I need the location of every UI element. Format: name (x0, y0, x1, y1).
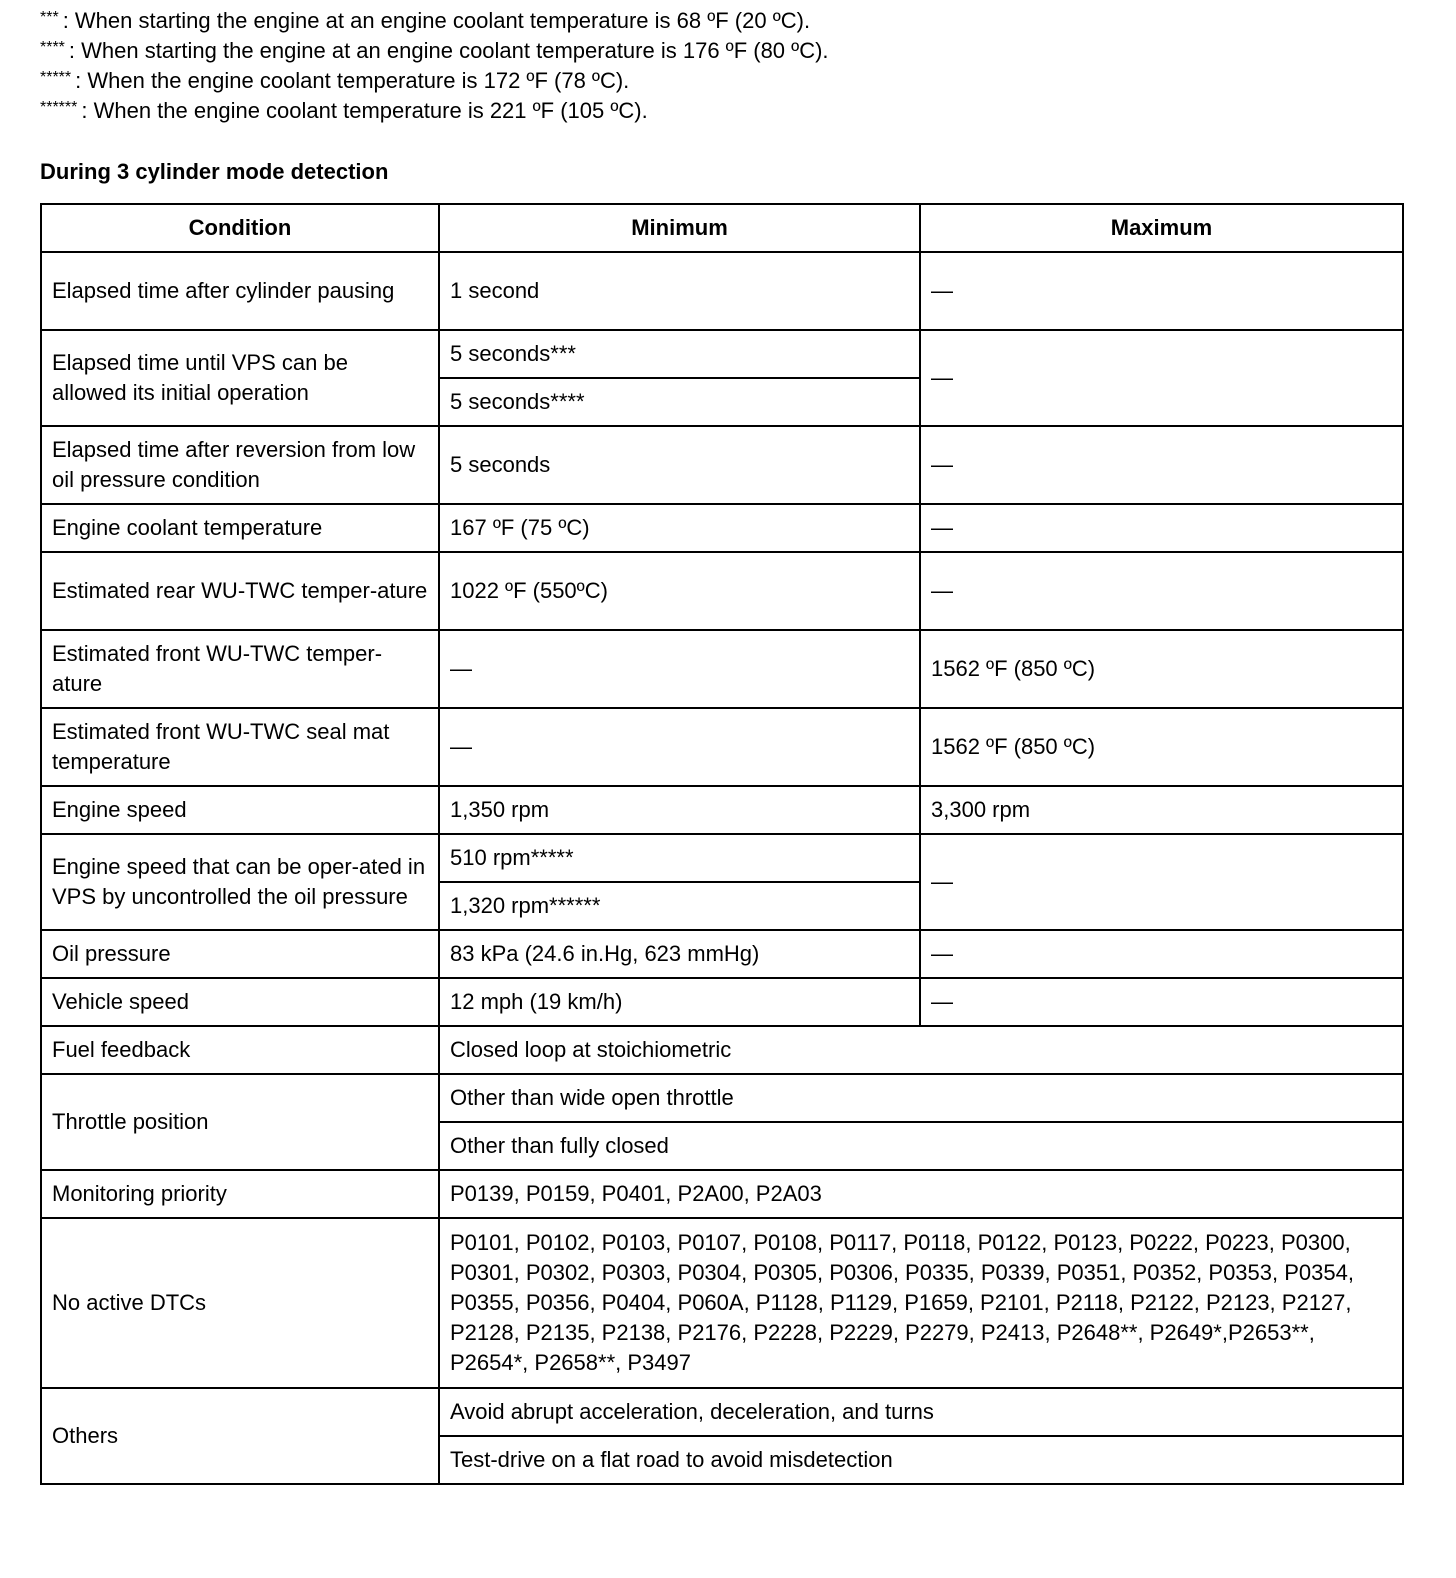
maximum-cell: 3,300 rpm (920, 786, 1403, 834)
condition-cell: No active DTCs (41, 1218, 439, 1388)
value-cell: Test-drive on a flat road to avoid misdetection (439, 1436, 1403, 1484)
table-row (41, 930, 1403, 978)
condition-cell: Estimated rear WU-TWC temper-ature (41, 552, 439, 630)
maximum-cell: — (920, 426, 1403, 504)
condition-cell: Elapsed time after cylinder pausing (41, 252, 439, 330)
minimum-cell: 1,350 rpm (439, 786, 920, 834)
condition-cell: Others (41, 1388, 439, 1484)
minimum-cell: 5 seconds (439, 426, 920, 504)
table-row (41, 1170, 1403, 1218)
maximum-cell: — (920, 930, 1403, 978)
condition-cell: Engine speed (41, 786, 439, 834)
table-row (41, 504, 1403, 552)
condition-cell: Vehicle speed (41, 978, 439, 1026)
table-row (41, 1026, 1403, 1074)
table-row (41, 1388, 1403, 1436)
condition-cell: Engine speed that can be oper-ated in VPS by uncontrolled the oil pressure (41, 834, 439, 930)
table-row (41, 834, 1403, 882)
detection-conditions-table (40, 203, 1404, 1485)
table-row (41, 552, 1403, 630)
value-cell: Closed loop at stoichiometric (439, 1026, 1403, 1074)
table-row (41, 1074, 1403, 1122)
condition-cell: Throttle position (41, 1074, 439, 1170)
value-cell: Other than wide open throttle (439, 1074, 1403, 1122)
header-minimum: Minimum (439, 204, 920, 252)
maximum-cell: 1562 ºF (850 ºC) (920, 630, 1403, 708)
footnote (40, 96, 1420, 126)
table-row (41, 708, 1403, 786)
minimum-cell: 83 kPa (24.6 in.Hg, 623 mmHg) (439, 930, 920, 978)
table-row (41, 630, 1403, 708)
condition-cell: Elapsed time after reversion from low oil pressure condition (41, 426, 439, 504)
footnote-text: : When the engine coolant temperature is 172 ºF (78 ºC). (75, 68, 630, 93)
minimum-cell: 1,320 rpm****** (439, 882, 920, 930)
minimum-cell: 5 seconds**** (439, 378, 920, 426)
condition-cell: Oil pressure (41, 930, 439, 978)
maximum-cell: — (920, 330, 1403, 426)
minimum-cell: 12 mph (19 km/h) (439, 978, 920, 1026)
minimum-cell: 167 ºF (75 ºC) (439, 504, 920, 552)
minimum-cell: — (439, 630, 920, 708)
header-condition: Condition (41, 204, 439, 252)
table-header-row (41, 204, 1403, 252)
footnote (40, 6, 1420, 36)
condition-cell: Elapsed time until VPS can be allowed its initial operation (41, 330, 439, 426)
footnote-mark: *** (40, 9, 59, 26)
table-row (41, 330, 1403, 378)
footnote (40, 66, 1420, 96)
footnote-mark: ***** (40, 69, 72, 86)
condition-cell: Monitoring priority (41, 1170, 439, 1218)
table-row (41, 426, 1403, 504)
table-row (41, 786, 1403, 834)
header-maximum: Maximum (920, 204, 1403, 252)
condition-cell: Engine coolant temperature (41, 504, 439, 552)
footnote-text: : When starting the engine at an engine coolant temperature is 68 ºF (20 ºC). (62, 8, 811, 33)
section-title: During 3 cylinder mode detection (40, 159, 389, 184)
maximum-cell: — (920, 252, 1403, 330)
condition-cell: Estimated front WU-TWC seal mat temperature (41, 708, 439, 786)
maximum-cell: — (920, 504, 1403, 552)
minimum-cell: 1 second (439, 252, 920, 330)
table-row (41, 978, 1403, 1026)
footnote-mark: **** (40, 39, 65, 56)
footnote-text: : When starting the engine at an engine coolant temperature is 176 ºF (80 ºC). (68, 38, 829, 63)
minimum-cell: — (439, 708, 920, 786)
minimum-cell: 510 rpm***** (439, 834, 920, 882)
maximum-cell: 1562 ºF (850 ºC) (920, 708, 1403, 786)
value-cell: P0139, P0159, P0401, P2A00, P2A03 (439, 1170, 1403, 1218)
value-cell: P0101, P0102, P0103, P0107, P0108, P0117, P0118, P0122, P0123, P0222, P0223, P0300, P0301, P0302, P0303, P0304, P0305, P0306, P0335, P0339, P0351, P0352, P0353, P0354, P0355, P0356, P0404, P060A, P1128, P1129, P1659, P2101, P2118, P2122, P2123, P2127, P2128, P2135, P2138, P2176, P2228, P2229, P2279, P2413, P2648**, P2649*,P2653**, P2654*, P2658**, P3497 (439, 1218, 1403, 1388)
table-row (41, 252, 1403, 330)
footnote-text: : When the engine coolant temperature is 221 ºF (105 ºC). (81, 98, 648, 123)
maximum-cell: — (920, 834, 1403, 930)
value-cell: Avoid abrupt acceleration, deceleration, and turns (439, 1388, 1403, 1436)
footnote (40, 36, 1420, 66)
minimum-cell: 1022 ºF (550ºC) (439, 552, 920, 630)
minimum-cell: 5 seconds*** (439, 330, 920, 378)
maximum-cell: — (920, 978, 1403, 1026)
table-row (41, 1218, 1403, 1388)
maximum-cell: — (920, 552, 1403, 630)
footnote-mark: ****** (40, 99, 78, 116)
condition-cell: Fuel feedback (41, 1026, 439, 1074)
condition-cell: Estimated front WU-TWC temper-ature (41, 630, 439, 708)
footnotes (40, 6, 1420, 126)
value-cell: Other than fully closed (439, 1122, 1403, 1170)
